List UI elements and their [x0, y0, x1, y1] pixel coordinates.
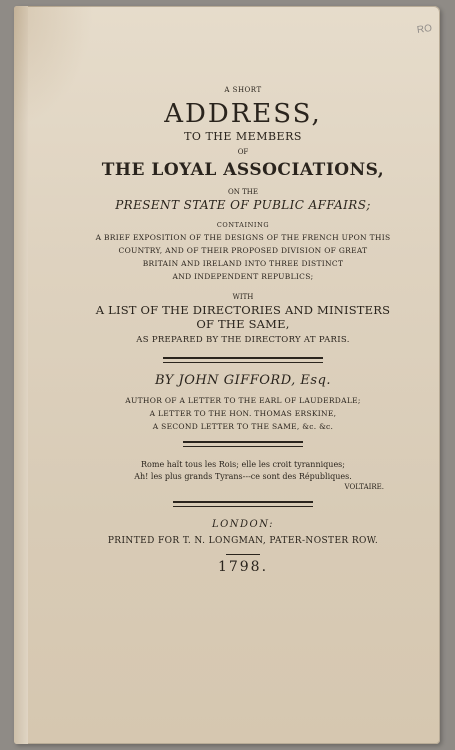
document-page	[14, 6, 440, 744]
epigraph-line: Ah! les plus grands Tyrans---ce sont des Républiques.	[134, 472, 352, 481]
works-line: A LETTER TO THE HON. THOMAS ERSKINE,	[149, 409, 337, 418]
paper-stain	[14, 6, 94, 126]
brief-exposition	[88, 231, 398, 283]
author-works	[88, 394, 398, 433]
imprint-year: 1798.	[217, 559, 269, 575]
list-of-directories	[88, 303, 398, 331]
prepared-by-line: AS PREPARED BY THE DIRECTORY AT PARIS.	[136, 335, 350, 345]
a-short-label: A SHORT	[224, 86, 262, 94]
title-present-state: PRESENT STATE OF PUBLIC AFFAIRS;	[115, 198, 371, 212]
epigraph-attribution: VOLTAIRE.	[344, 483, 384, 491]
imprint-place: LONDON:	[211, 519, 275, 530]
double-rule-divider	[173, 501, 313, 507]
brief-line: COUNTRY, AND OF THEIR PROPOSED DIVISION OF GREAT	[118, 246, 368, 255]
double-rule-divider	[183, 441, 303, 447]
epigraph	[88, 459, 398, 483]
list-line: OF THE SAME,	[196, 317, 290, 331]
works-line: AUTHOR OF A LETTER TO THE EARL OF LAUDERDALE;	[125, 396, 361, 405]
imprint-printer: PRINTED FOR T. N. LONGMAN, PATER-NOSTER ROW.	[107, 536, 379, 546]
epigraph-line: Rome haït tous les Rois; elle les croit tyranniques;	[141, 460, 345, 469]
title-page-text	[88, 86, 398, 575]
title-loyal-associations: THE LOYAL ASSOCIATIONS,	[101, 160, 385, 180]
of-label: OF	[237, 148, 249, 156]
short-rule	[226, 554, 260, 555]
list-line: A LIST OF THE DIRECTORIES AND MINISTERS	[95, 303, 391, 317]
brief-line: A BRIEF EXPOSITION OF THE DESIGNS OF THE FRENCH UPON THIS	[95, 233, 391, 242]
author-name: BY JOHN GIFFORD, Esq.	[154, 373, 332, 388]
title-address: ADDRESS,	[164, 99, 322, 129]
brief-line: AND INDEPENDENT REPUBLICS;	[172, 272, 314, 281]
corner-pencil-note: RO	[416, 23, 433, 36]
containing-label: CONTAINING	[216, 221, 270, 229]
brief-line: BRITAIN AND IRELAND INTO THREE DISTINCT	[142, 259, 344, 268]
works-line: A SECOND LETTER TO THE SAME, &c. &c.	[152, 422, 334, 431]
with-label: WITH	[232, 293, 254, 301]
title-to-members: TO THE MEMBERS	[184, 130, 302, 143]
double-rule-divider	[163, 357, 323, 363]
on-the-label: ON THE	[228, 188, 258, 196]
